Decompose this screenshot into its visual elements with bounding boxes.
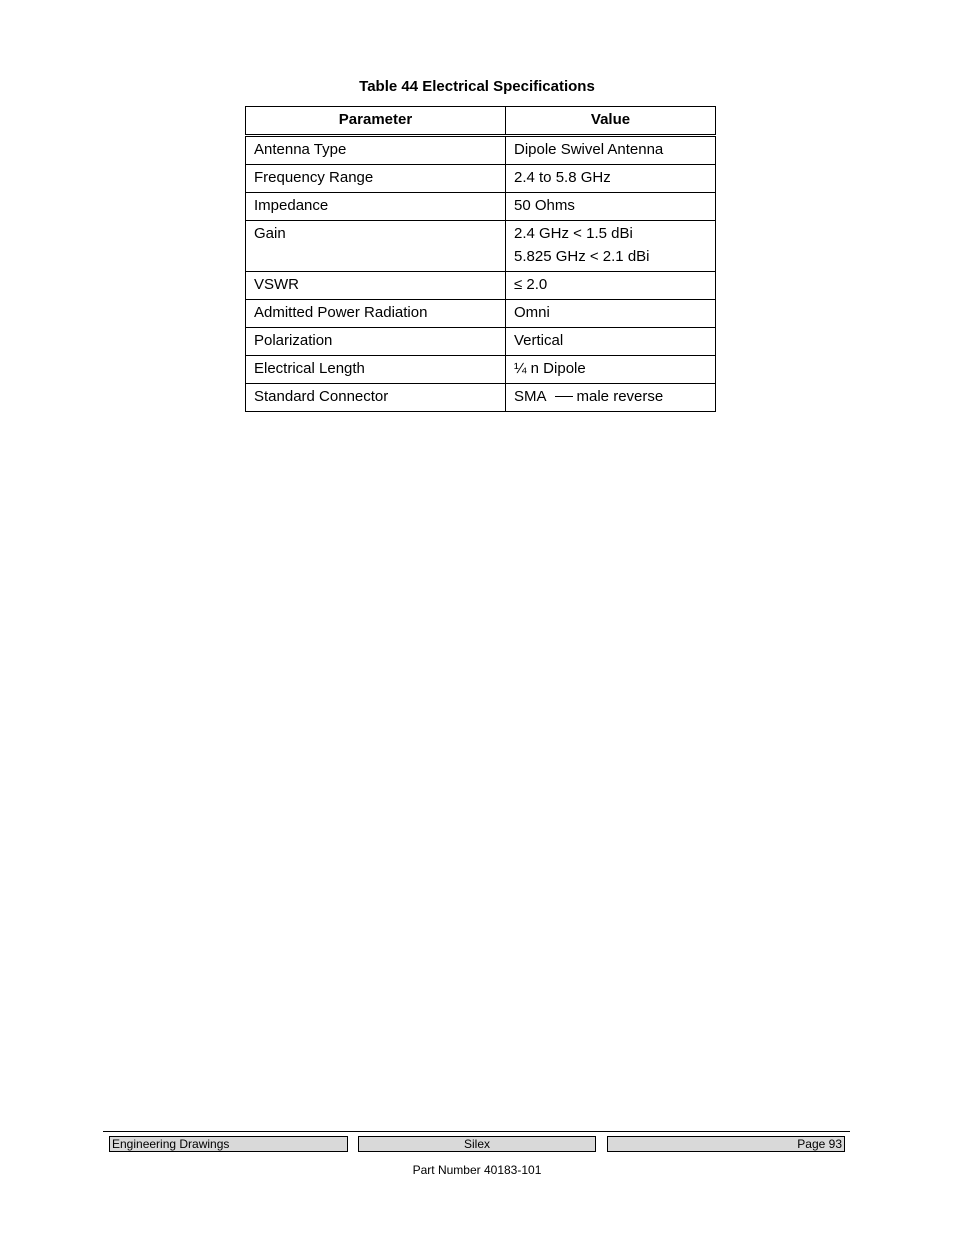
table-row: [246, 272, 716, 300]
table-row: [246, 136, 716, 165]
value-cell: 2.4 to 5.8 GHz: [506, 165, 716, 193]
column-header-value: Value: [506, 107, 716, 136]
footer-company: Silex: [358, 1136, 596, 1152]
parameter-cell: Standard Connector: [246, 384, 506, 412]
value-cell: Dipole Swivel Antenna: [506, 136, 716, 165]
table-row: [246, 165, 716, 193]
parameter-cell: Impedance: [246, 193, 506, 221]
connector-type: SMA: [514, 388, 547, 405]
value-cell: [506, 221, 716, 272]
table-row: [246, 328, 716, 356]
table-row: [246, 384, 716, 412]
parameter-cell: Frequency Range: [246, 165, 506, 193]
connector-suffix: male reverse: [576, 388, 664, 405]
parameter-cell: Electrical Length: [246, 356, 506, 384]
footer-part-number: Part Number 40183-101: [412, 1163, 542, 1177]
footer-section-title: Engineering Drawings: [109, 1136, 348, 1152]
table-row: [246, 300, 716, 328]
parameter-cell: Admitted Power Radiation: [246, 300, 506, 328]
table-row: [246, 356, 716, 384]
table-caption: Table 44 Electrical Specifications: [359, 78, 595, 95]
footer-rule: [103, 1131, 850, 1132]
table-header-row: [246, 107, 716, 136]
dash-separator: [555, 396, 573, 397]
value-cell: Vertical: [506, 328, 716, 356]
column-header-parameter: Parameter: [246, 107, 506, 136]
parameter-cell: Gain: [246, 221, 506, 272]
parameter-cell: Polarization: [246, 328, 506, 356]
footer-page-number: Page 93: [607, 1136, 845, 1152]
value-cell: ¼ n Dipole: [506, 356, 716, 384]
value-cell: 50 Ohms: [506, 193, 716, 221]
value-line-2: 5.825 GHz < 2.1 dBi: [514, 248, 650, 265]
parameter-cell: VSWR: [246, 272, 506, 300]
value-cell: [506, 384, 716, 412]
table-row: [246, 193, 716, 221]
electrical-specifications-table: [245, 106, 716, 412]
value-cell: Omni: [506, 300, 716, 328]
table-row: [246, 221, 716, 272]
value-line-1: 2.4 GHz < 1.5 dBi: [514, 225, 633, 242]
value-cell: ≤ 2.0: [506, 272, 716, 300]
parameter-cell: Antenna Type: [246, 136, 506, 165]
